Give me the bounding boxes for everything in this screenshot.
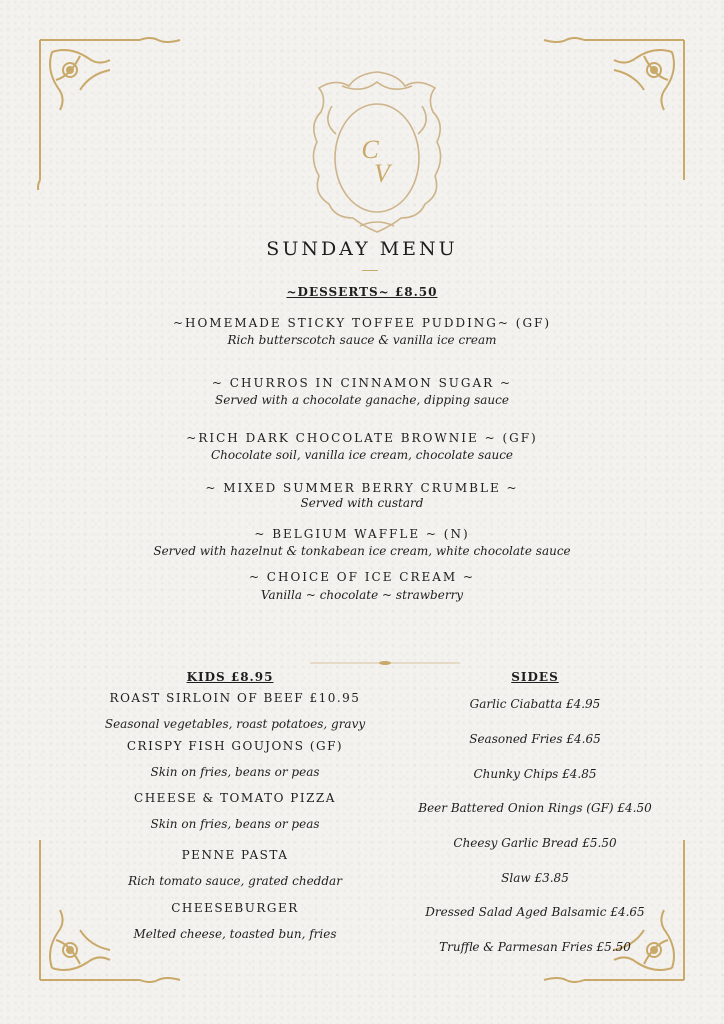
side-item: Truffle & Parmesan Fries £5.50 [439, 940, 631, 954]
corner-ornament-top-right [524, 30, 694, 190]
dessert-name: ~ CHURROS IN CINNAMON SUGAR ~ [211, 376, 513, 390]
kids-item-name: CHEESE & TOMATO PIZZA [134, 791, 336, 805]
dessert-desc: Rich butterscotch sauce & vanilla ice cream [227, 333, 497, 347]
side-item: Dressed Salad Aged Balsamic £4.65 [425, 905, 645, 919]
kids-item-name: CHEESEBURGER [171, 901, 299, 915]
dessert-desc: Served with custard [300, 496, 424, 510]
kids-item-name: CRISPY FISH GOUJONS (GF) [126, 739, 344, 753]
dessert-name: ~RICH DARK CHOCOLATE BROWNIE ~ (GF) [186, 431, 538, 445]
side-item: Chunky Chips £4.85 [473, 767, 597, 781]
sides-heading: SIDES [511, 670, 559, 684]
section-divider [310, 660, 460, 666]
dessert-desc: Chocolate soil, vanilla ice cream, chocolate sauce [210, 448, 514, 462]
dessert-name: ~HOMEMADE STICKY TOFFEE PUDDING~ (GF) [172, 316, 552, 330]
kids-item-name: PENNE PASTA [181, 848, 289, 862]
side-item: Slaw £3.85 [501, 871, 569, 885]
title-divider [362, 270, 378, 271]
dessert-desc: Served with hazelnut & tonkabean ice cream, white chocolate sauce [153, 544, 571, 558]
side-item: Beer Battered Onion Rings (GF) £4.50 [418, 801, 652, 815]
kids-item-name: ROAST SIRLOIN OF BEEF £10.95 [109, 691, 361, 705]
dessert-desc: Vanilla ~ chocolate ~ strawberry [260, 588, 464, 602]
desserts-heading: ~DESSERTS~ £8.50 [286, 285, 438, 299]
side-item: Seasoned Fries £4.65 [469, 732, 601, 746]
kids-heading: KIDS £8.95 [186, 670, 274, 684]
kids-item-desc: Seasonal vegetables, roast potatoes, gravy [104, 717, 366, 731]
kids-item-desc: Rich tomato sauce, grated cheddar [128, 874, 342, 888]
dessert-name: ~ CHOICE OF ICE CREAM ~ [248, 570, 476, 584]
kids-item-desc: Melted cheese, toasted bun, fries [133, 927, 337, 941]
kids-item-desc: Skin on fries, beans or peas [150, 765, 320, 779]
dessert-name: ~ MIXED SUMMER BERRY CRUMBLE ~ [205, 481, 519, 495]
crest-logo [302, 66, 452, 234]
side-item: Cheesy Garlic Bread £5.50 [453, 836, 617, 850]
dessert-name: ~ BELGIUM WAFFLE ~ (N) [254, 527, 470, 541]
menu-title: SUNDAY MENU [266, 238, 458, 260]
svg-text:V: V [374, 159, 390, 188]
dessert-desc: Served with a chocolate ganache, dipping sauce [215, 393, 509, 407]
svg-text:C: C [361, 135, 379, 164]
corner-ornament-top-left [30, 30, 200, 190]
side-item: Garlic Ciabatta £4.95 [469, 697, 601, 711]
kids-item-desc: Skin on fries, beans or peas [150, 817, 320, 831]
